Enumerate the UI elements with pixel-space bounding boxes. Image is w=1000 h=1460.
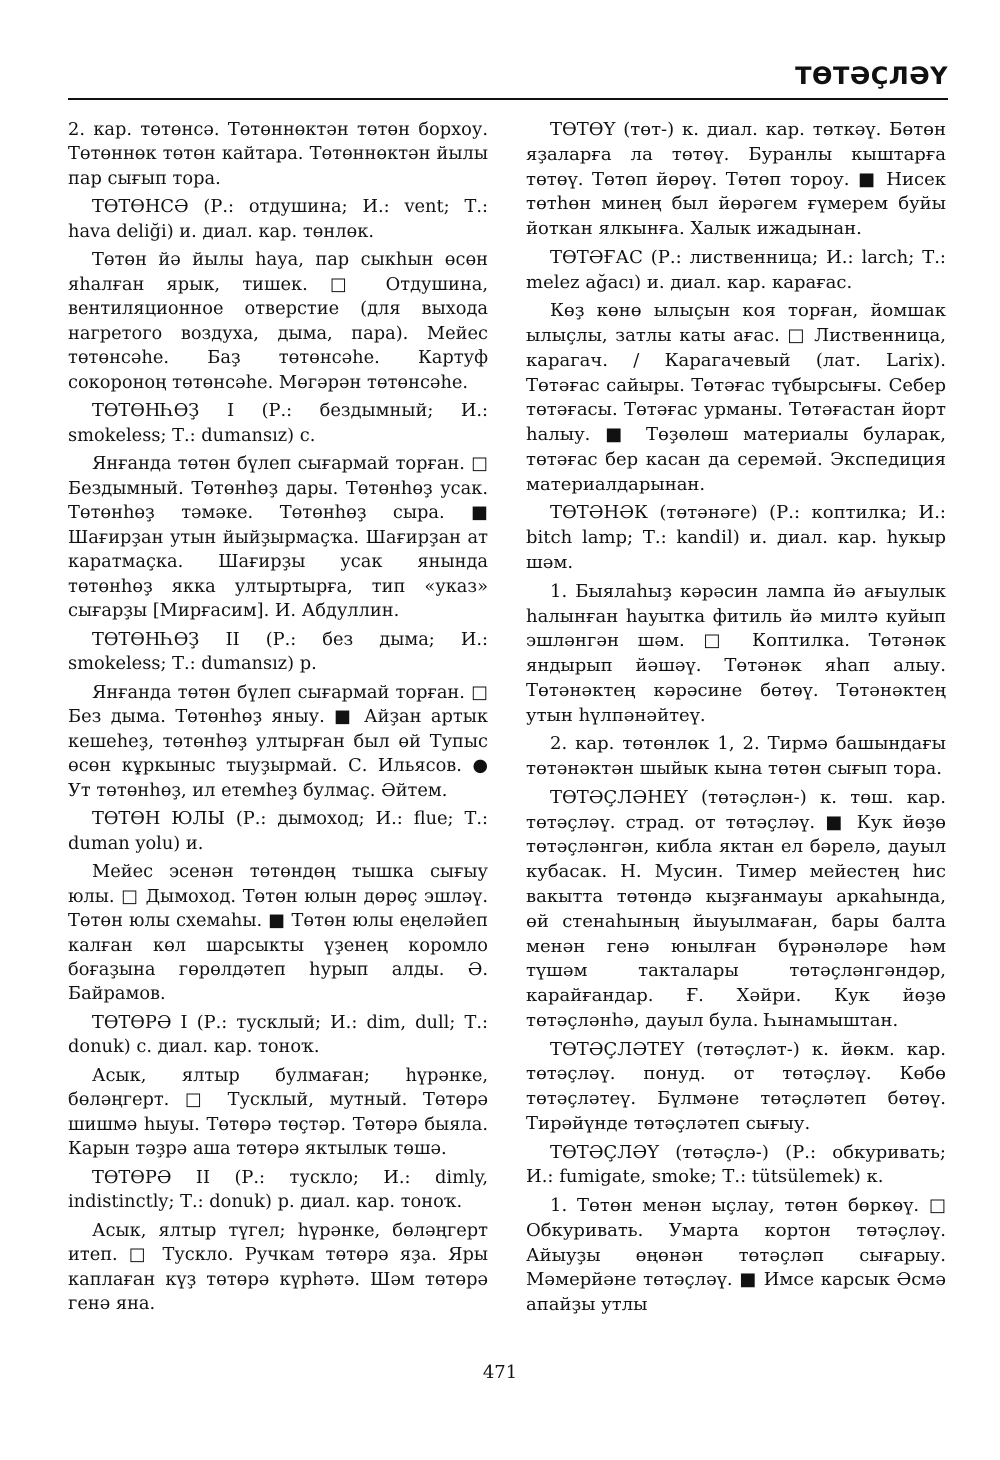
headword-line: ТӨТӨНСӘ (Р.: отдушина; И.: vent; Т.: hava deliği) и. диал. кар. төнлөк. — [68, 196, 488, 242]
headword-line: ТӨТӘҪЛӘҮ (төтәҫлә-) (Р.: обкуривать; И.: fumigate, smoke; Т.: tütsülemek) к. — [526, 1141, 946, 1188]
left-column — [68, 118, 488, 1321]
entry-paragraph: Янғанда төтөн бүлеп сығармай торған. □ Бездымный. Төтөнһөҙ дары. Төтөнһөҙ усак. Төтөнһөҙ тәмәке. Төтөнһөҙ сыра. ■ Шағирҙан утын йыйҙырмаҫҡа. Шағирҙан ат каратмаҫка. Шағирҙы усак янында төтөнһөҙ якка ултыртырға, тип «указ» сығарҙы [Мирғасим]. И. Абдуллин. — [68, 453, 488, 622]
header-rule — [68, 98, 948, 100]
entry-paragraph: Көҙ көнө ылыҫын коя торған, йомшак ылыҫлы, затлы каты ағас. □ Лиственница, карагач. / Карагачевый (лат. Larix). Төтәғас сайыры. Төтәғас түбырсығы. Себер төтәғасы. Төтәғас урманы. Төтәғастан йорт һалыу. ■ Төҙөлөш материалы буларак, төтәғас бер касан да серемәй. Экспедиция материалдарынан. — [526, 300, 946, 495]
entry-paragraph: Төтөн йә йылы һауа, пар сыкһын өсөн яһалған ярык, тишек. □ Отдушина, вентиляционное отверстие (для выхода нагретого воздуха, дыма, пара). Мейес төтөнсәһе. Баҙ төтөнсәһе. Картуф сокороноң төтөнсәһе. Мөгәрән төтөнсәһе. — [68, 249, 488, 393]
headword-line: ТӨТӘҪЛӘТЕҮ (төтәҫләт-) к. йөкм. кар. төтәҫләү. понуд. от төтәҫләү. Көбө төтәҫләтеү. Бүлмәне төтәҫләтеп бөтөү. Тирәйүнде төтәҫләтеп сығыу. — [526, 1038, 946, 1134]
headword-line: ТӨТӨРӘ I (Р.: тусклый; И.: dim, dull; Т.: donuk) с. диал. кар. тоноҡ. — [68, 1011, 488, 1058]
headword-line: ТӨТӨНҺӨҘ II (Р.: без дыма; И.: smokeless; Т.: dumansız) р. — [68, 628, 488, 675]
headword-line: ТӨТӘҒАС (Р.: лиственница; И.: larch; Т.: melez ağacı) и. диал. кар. карағас. — [526, 246, 946, 293]
entry-paragraph: 1. Быялаһыҙ кәрәсин лампа йә ағыулык һалынған һауытка фитиль йә милтә куйып эшләнгән шәм. □ Коптилка. Төтәнәк яндырып йәшәү. Төтәнәк яһап алыу. Төтәнәктең кәрәсине бөтөү. Төтәнәктең утын һүлпәнәйтеү. — [526, 580, 946, 726]
headword-line: ТӨТӨНҺӨҘ I (Р.: бездымный; И.: smokeless; Т.: dumansız) с. — [68, 400, 488, 446]
entry-paragraph: Янғанда төтөн бүлеп сығармай торған. □ Без дыма. Төтөнһөҙ яныу. ■ Айҙан артык кешеһеҙ, төтөнһөҙ ултырған был өй Тупыс өсөн кұркыныс тыуҙырмай. С. Ильясов. ● Ут төтөнһөҙ, ил етемһеҙ булмаҫ. Әйтем. — [68, 681, 488, 801]
entry-paragraph: 2. кар. төтөнсә. Төтөннөктән төтөн борхоу. Төтөннөк төтөн кайтара. Төтөннөктән йылы пар сығып тора. — [68, 119, 488, 189]
entry-paragraph: 2. кар. төтөнлөк 1, 2. Тирмә башындағы төтәнәктән шыйык кына төтөн сығып тора. — [526, 733, 946, 780]
page-number: 471 — [482, 1362, 518, 1383]
headword-line: ТӨТӨҮ (төт-) к. диал. кар. төткәү. Бөтөн яҙаларға ла төтөү. Буранлы кыштарға төтөү. Төтөп йөрөү. Төтөп тороу. ■ Нисек төтһөн минең был йөрәгем ғүмерем буйы йоткан ялкынға. Халык ижадынан. — [526, 119, 946, 240]
running-head: ТӨТӘҪЛӘҮ — [795, 62, 948, 90]
entry-paragraph: Мейес эсенән төтөндөң тышка сығыу юлы. □ Дымоход. Төтөн юлын дөрөҫ эшләү. Төтөн юлы схемаһы. ■ Төтөн юлы еңеләйеп калған көл шарсыкты үҙенең коромло боғаҙына гөрөлдәтеп һурып алды. Ә. Байрамов. — [68, 861, 488, 1005]
headword-line: ТӨТӨН ЮЛЫ (Р.: дымоход; И.: flue; Т.: duman yolu) и. — [68, 808, 488, 854]
entry-paragraph: Асык, ялтыр түгел; һүрәнке, бөләңгерт итеп. □ Тускло. Ручкам төтөрә яҙа. Яры каплаған күҙ төтөрә күрһәтә. Шәм төтөрә генә яна. — [68, 1219, 488, 1315]
headword-line: ТӨТӨРӘ II (Р.: тускло; И.: dimly, indistinctly; Т.: donuk) р. диал. кар. тоноҡ. — [68, 1166, 488, 1213]
entry-paragraph: 1. Төтөн менән ыҫлау, төтөн бөркөү. □ Обкуривать. Умарта кортон төтәҫләү. Айыуҙы өңөнән төтәҫләп сығарыу. Мәмерйәне төтәҫләү. ■ Имсе карсык Әсмә апайҙы утлы — [526, 1195, 946, 1316]
entry-paragraph: Асык, ялтыр булмаған; һүрәнке, бөләңгерт. □ Тусклый, мутный. Төтөрә шишмә һыуы. Төтөрә төҫтәр. Төтөрә быяла. Карын тәҙрә аша төтөрә яктылык төшә. — [68, 1064, 488, 1160]
right-column — [526, 118, 946, 1322]
headword-line: ТӨТӘНӘК (төтәнәге) (Р.: коптилка; И.: bitch lamp; Т.: kandil) и. диал. кар. һукыр шәм. — [526, 502, 946, 574]
headword-line: ТӨТӘҪЛӘНЕҮ (төтәҫлән-) к. төш. кар. төтәҫләү. страд. от төтәҫләү. ■ Кук йөҙө төтәҫләнгән, кибла яктан ел бәрелә, дауыл кубасак. Н. Мусин. Тимер мейестең һис вакытта төтөндә кыҙғанмауы аркаһында, өй стенаһының йыуылмаған, бары балта менән генә юнылған бүрәнәләре һәм түшәм такталары төтәҫләнгәндәр, карайғандар. Ғ. Хәйри. Кук йөҙө төтәҫләнһә, дауыл була. Һынамыштан. — [526, 786, 946, 1031]
